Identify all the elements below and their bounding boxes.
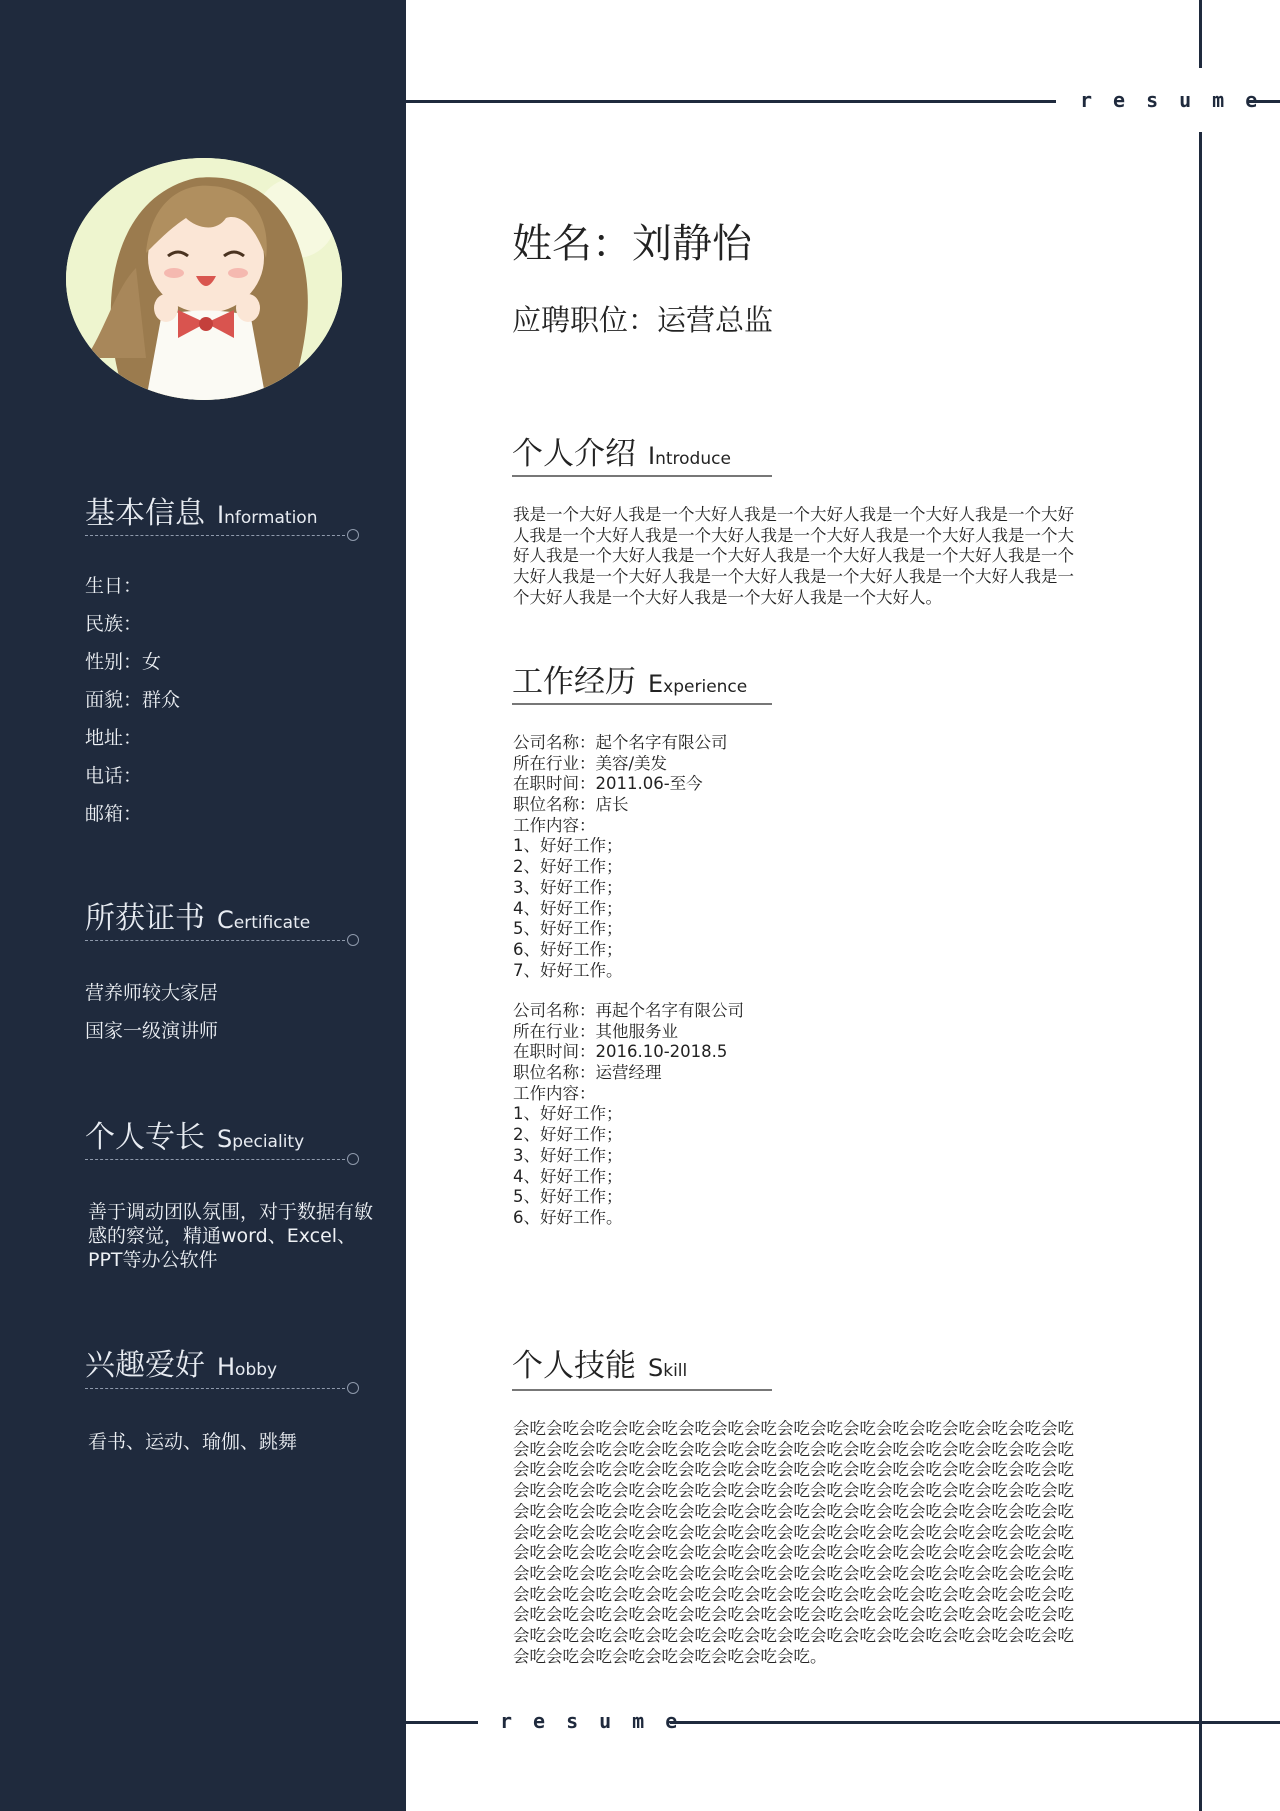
right-rule [1199,132,1202,1811]
job-line: 所在行业：美容/美发 [513,753,668,773]
job-line: 5、好好工作； [513,1187,623,1207]
experience-heading-cn: 工作经历 [512,664,636,700]
job-position-line: 应聘职位：运营总监 [512,303,774,337]
job-line: 1、好好工作； [513,1104,623,1124]
info-birthday: 生日： [85,575,143,597]
divider-ring-icon [347,1382,359,1394]
job-line: 7、好好工作。 [513,960,623,980]
speciality-text: 善于调动团队氛围，对于数据有敏感的察觉，精通word、Excel、PPT等办公软件 [88,1201,374,1271]
speciality-heading-en-cap: S [217,1125,233,1153]
job-line: 3、好好工作； [513,877,623,897]
skill-heading-cn: 个人技能 [512,1348,636,1384]
info-heading-en-rest: nformation [224,508,318,528]
divider-ring-icon [347,934,359,946]
sidebar [0,0,406,1811]
cert-divider [85,940,345,941]
speciality-divider [85,1159,345,1160]
skill-heading-en-cap: S [648,1354,664,1382]
job-line: 在职时间：2016.10-2018.5 [513,1042,728,1062]
cert-heading-cn: 所获证书 [85,901,205,936]
resume-tag-bottom: resume [500,1709,699,1733]
job-line: 职位名称：店长 [513,795,629,815]
info-heading [85,488,317,532]
skill-heading [512,1340,687,1385]
speciality-heading-en-rest: peciality [232,1132,305,1152]
hobby-divider [85,1388,345,1389]
job-line: 公司名称：再起个名字有限公司 [513,1001,744,1020]
cert-heading-en-cap: C [217,906,234,934]
info-address: 地址： [85,727,143,749]
job-line: 1、好好工作； [513,836,623,856]
intro-heading-en-rest: ntroduce [655,449,731,469]
bottom-rule [670,1721,1280,1724]
job-line: 公司名称：起个名字有限公司 [513,733,728,752]
job-line: 6、好好工作。 [513,1207,623,1227]
info-divider [85,535,345,536]
intro-divider [512,475,772,477]
info-phone: 电话： [85,765,143,787]
experience-heading-en-rest: xperience [663,677,748,697]
job-line: 2、好好工作； [513,1125,623,1145]
experience-heading-en-cap: E [648,670,664,698]
hobby-heading-en-rest: obby [235,1360,278,1380]
experience-heading [512,656,747,701]
skill-divider [512,1389,772,1391]
cert-list [85,974,218,1050]
hobby-heading-cn: 兴趣爱好 [85,1348,205,1383]
info-ethnicity: 民族： [85,613,143,635]
intro-heading [512,428,731,473]
job-line: 3、好好工作； [513,1145,623,1165]
info-political-status: 面貌：群众 [85,689,181,711]
experience-divider [512,703,772,705]
skill-text: 会吃会吃会吃会吃会吃会吃会吃会吃会吃会吃会吃会吃会吃会吃会吃会吃会吃会吃会吃会吃会吃会吃会吃会吃会吃会吃会吃会吃会吃会吃会吃会吃会吃会吃会吃会吃会吃会吃会吃会吃会吃会吃会吃会吃会吃会吃会吃会吃会吃会吃会吃会吃会吃会吃会吃会吃会吃会吃会吃会吃会吃会吃会吃会吃会吃会吃会吃会吃会吃会吃会吃会吃会吃会吃会吃会吃会吃会吃会吃会吃会吃会吃会吃会吃会吃会吃会吃会吃会吃会吃会吃会吃会吃会吃会吃会吃会吃会吃会吃会吃会吃会吃会吃会吃会吃会吃会吃会吃会吃会吃会吃会吃会吃会吃会吃会吃会吃会吃会吃会吃会吃会吃会吃会吃会吃会吃会吃会吃会吃会吃会吃会吃会吃会吃会吃会吃会吃会吃会吃会吃会吃会吃会吃会吃会吃会吃会吃会吃会吃会吃会吃会吃会吃会吃会吃会吃会吃会吃会吃会吃会吃会吃会吃会吃会吃会吃会吃会吃会吃会吃会吃会吃会吃会吃会吃会吃会吃会吃会吃会吃会吃会吃会吃会吃会吃会吃会吃会吃会吃会吃会吃会吃会吃会吃会吃会吃。 [513,1419,1074,1666]
cert-item: 营养师较大家居 [85,982,219,1004]
job-line: 在职时间：2011.06-至今 [513,774,703,794]
info-heading-en-cap: I [217,501,225,529]
info-email: 邮箱： [85,803,143,825]
experience-job-1 [513,733,728,981]
job-line: 职位名称：运营经理 [513,1063,662,1083]
job-line: 6、好好工作； [513,939,623,959]
job-line: 所在行业：其他服务业 [513,1021,678,1041]
job-line: 工作内容： [513,1083,596,1103]
intro-text: 我是一个大好人我是一个大好人我是一个大好人我是一个大好人我是一个大好人我是一个大好人我是一个大好人我是一个大好人我是一个大好人我是一个大好人我是一个大好人我是一个大好人我是一个大好人我是一个大好人我是一个大好人我是一个大好人我是一个大好人我是一个大好人我是一个大好人我是一个大好人我是一个大好人我是一个大好人我是一个大好人。 [513,505,1074,607]
intro-heading-cn: 个人介绍 [512,436,636,472]
experience-job-2 [513,1001,744,1229]
hobby-text: 看书、运动、瑜伽、跳舞 [88,1431,298,1453]
job-line: 2、好好工作； [513,857,623,877]
info-gender: 性别：女 [85,651,162,673]
intro-heading-en-cap: I [648,442,656,470]
bottom-rule-start [406,1721,478,1724]
divider-ring-icon [347,529,359,541]
right-rule-top [1199,0,1202,68]
info-heading-cn: 基本信息 [85,496,205,531]
job-line: 4、好好工作； [513,898,623,918]
resume-tag-top: resume [1080,88,1279,112]
job-line: 工作内容： [513,815,596,835]
hobby-heading [85,1340,277,1384]
hobby-heading-en-cap: H [217,1353,236,1381]
speciality-heading [85,1112,304,1156]
cert-item: 国家一级演讲师 [85,1020,219,1042]
skill-heading-en-rest: kill [663,1361,688,1381]
avatar-illustration [66,158,342,400]
avatar [66,158,342,400]
cert-heading-en-rest: ertificate [233,913,311,933]
job-line: 5、好好工作； [513,919,623,939]
job-line: 4、好好工作； [513,1166,623,1186]
speciality-heading-cn: 个人专长 [85,1120,205,1155]
info-list [85,567,180,833]
top-rule [406,100,1056,103]
name-line: 姓名：刘静怡 [512,221,752,267]
cert-heading [85,893,310,937]
divider-ring-icon [347,1153,359,1165]
